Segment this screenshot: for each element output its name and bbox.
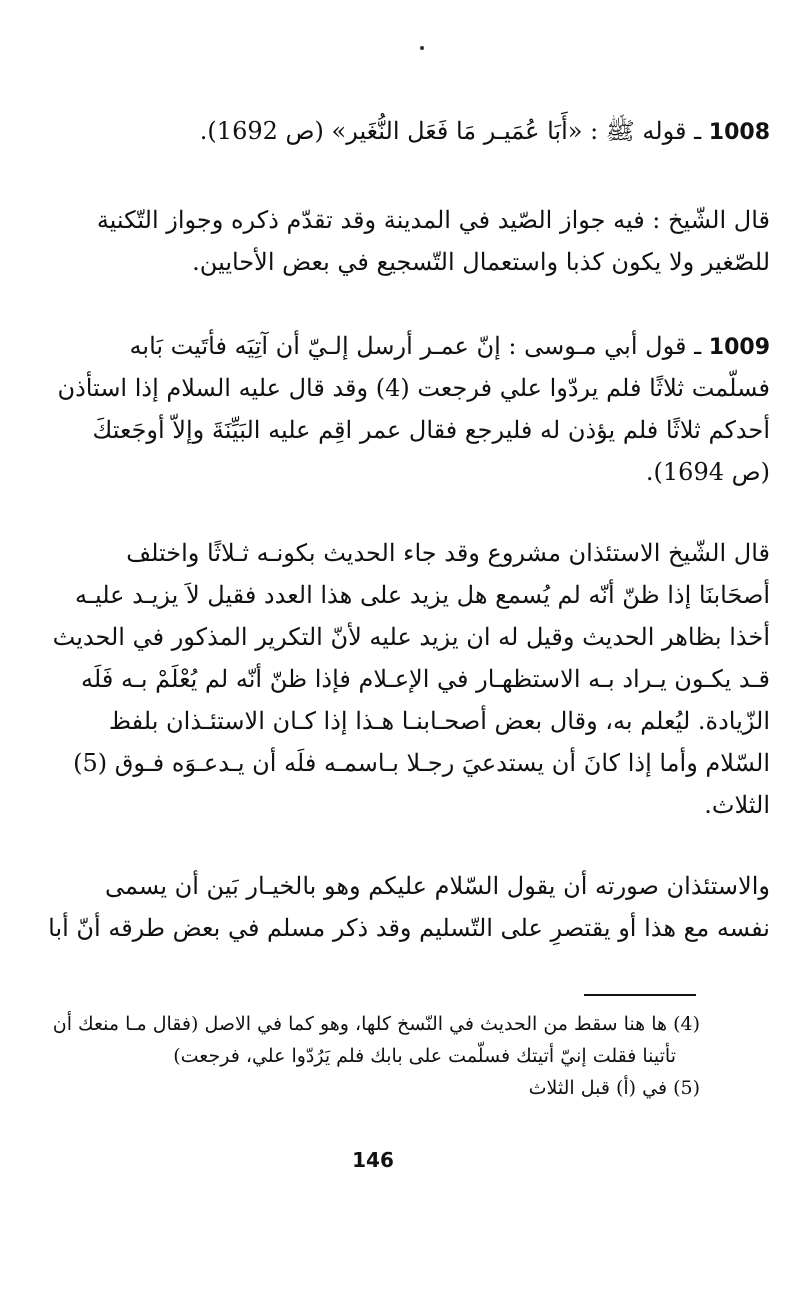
footnotes bbox=[46, 1008, 700, 1104]
hadith-number: 1009 bbox=[708, 335, 770, 360]
footnote-line: تأتينا فقلت إنيّ أتيتك فسلّمت على بابك فلم يَرُدّوا علي، فرجعت) bbox=[173, 1045, 676, 1067]
text-line: (ص 1694). bbox=[645, 458, 770, 486]
commentary-1009 bbox=[46, 532, 770, 826]
hadith-number: 1008 bbox=[708, 120, 770, 145]
text-line: أصحَابنَا إذا ظنّ أنّه لم يُسمع هل يزيد على هذا العدد فقيل لاَ يزيـد عليـه bbox=[75, 581, 770, 609]
hadith-1009-heading bbox=[46, 325, 770, 493]
text-line: قال الشّيخ : فيه جواز الصّيد في المدينة وقد تقدّم ذكره وجواز التّكنية bbox=[96, 206, 770, 234]
text-line: فسلّمت ثلاثًا فلم يردّوا علي فرجعت (4) وقد قال عليه السلام إذا استأذن bbox=[57, 374, 770, 402]
commentary-1008 bbox=[46, 199, 770, 283]
footnote-line: (5) في (أ) قبل الثلاث bbox=[528, 1077, 700, 1099]
hadith-1008-heading bbox=[46, 110, 770, 152]
text-line: أخذا بظاهر الحديث وقيل له ان يزيد عليه لأنّ التكرير المذكور في الحديث bbox=[52, 623, 770, 651]
footnote-line: (4) ها هنا سقط من الحديث في النّسخ كلها، وهو كما في الاصل (فقال مـا منعك أن bbox=[52, 1013, 700, 1035]
hadith-1008-text: ـ قوله ﷺ : «أَبَا عُمَيـر مَا فَعَل النُّغَير» (ص 1692). bbox=[199, 117, 702, 145]
text-line: نفسه مع هذا أو يقتصرِ على التّسليم وقد ذكر مسلم في بعض طرقه أنّ أبا bbox=[48, 914, 770, 942]
text-line: للصّغير ولا يكون كذبا واستعمال التّسجيع في بعض الأحايين. bbox=[192, 248, 770, 276]
istidhan-paragraph bbox=[46, 865, 770, 949]
top-mark bbox=[420, 46, 424, 50]
text-line: قـد يكـون يـراد بـه الاستظهـار في الإعـلام فإذا ظنّ أنّه لم يُعْلَمْ بـه فَلَه bbox=[81, 665, 770, 693]
text-line: والاستئذان صورته أن يقول السّلام عليكم وهو بالخيـار بَين أن يسمى bbox=[105, 872, 770, 900]
text-line: السّلام وأما إذا كانَ أن يستدعيَ رجـلا بـاسمـه فلَه أن يـدعـوَه فـوق (5) bbox=[73, 749, 770, 777]
page-number: 146 bbox=[352, 1148, 394, 1172]
text-line: ـ قول أبي مـوسى : إنّ عمـر أرسل إلـيّ أن آتِيَه فأتَيت بَابه bbox=[129, 332, 702, 360]
text-line: الزّيادة. ليُعلم به، وقال بعض أصحـابنـا هـذا إذا كـان الاستئـذان بلفظ bbox=[108, 707, 770, 735]
text-line: الثلاث. bbox=[704, 791, 770, 819]
footnote-separator bbox=[584, 994, 696, 996]
text-line: قال الشّيخ الاستئذان مشروع وقد جاء الحديث بكونـه ثـلاثًا واختلف bbox=[126, 539, 770, 567]
text-line: أحدكم ثلاثًا فلم يؤذن له فليرجع فقال عمر اقِم عليه البَيِّنَةَ وإلاّ أوجَعتكَ bbox=[92, 416, 770, 444]
